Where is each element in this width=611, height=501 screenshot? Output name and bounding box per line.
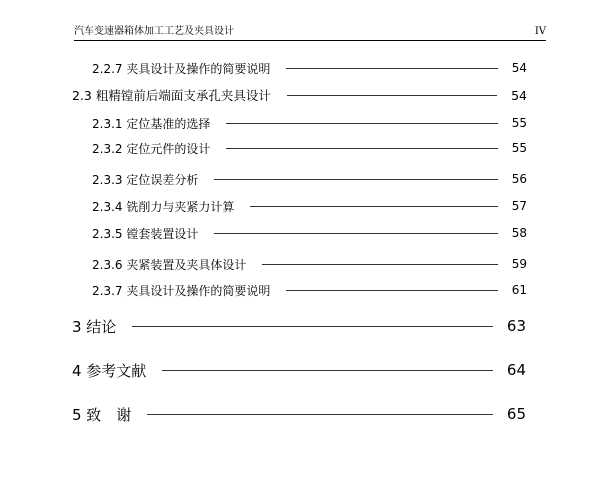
toc-leader xyxy=(147,414,493,415)
toc-entry-2-3-7[interactable] xyxy=(92,281,527,299)
toc-leader xyxy=(226,148,497,149)
toc-entry-2-3-2[interactable] xyxy=(92,139,527,157)
toc-entry-2-3-1[interactable] xyxy=(92,114,527,132)
toc-entry-label: 2.3.7 夹具设计及操作的简要说明 xyxy=(92,283,271,298)
page-header xyxy=(74,26,546,41)
toc-entry-label: 2.3.6 夹紧装置及夹具体设计 xyxy=(92,257,247,272)
toc-entry-2-3-3[interactable] xyxy=(92,170,527,188)
toc-entry-label: 5 致 谢 xyxy=(72,405,132,424)
toc-entry-label: 4 参考文献 xyxy=(72,361,147,380)
toc-entry-page: 65 xyxy=(506,405,526,423)
toc-entry-chapter-4[interactable] xyxy=(72,359,526,381)
toc-entry-chapter-5[interactable] xyxy=(72,403,526,425)
document-title: 汽车变速器箱体加工工艺及夹具设计 xyxy=(74,26,234,37)
toc-leader xyxy=(226,123,497,124)
toc-entry-2-3[interactable] xyxy=(72,86,527,104)
toc-entry-chapter-3[interactable] xyxy=(72,315,526,337)
toc-entry-2-2-7[interactable] xyxy=(92,59,527,77)
toc-entry-2-3-4[interactable] xyxy=(92,197,527,215)
toc-entry-page: 61 xyxy=(511,283,527,297)
toc-entry-page: 63 xyxy=(506,317,526,335)
toc-entry-label: 2.3.4 铣削力与夹紧力计算 xyxy=(92,199,235,214)
toc-leader xyxy=(262,264,497,265)
toc-entry-page: 54 xyxy=(511,61,527,75)
toc-entry-page: 55 xyxy=(511,141,527,155)
toc-leader xyxy=(250,206,497,207)
toc-leader xyxy=(132,326,493,327)
toc-leader xyxy=(162,370,493,371)
toc-entry-page: 57 xyxy=(511,199,527,213)
toc-entry-page: 54 xyxy=(511,87,527,103)
toc-entry-page: 58 xyxy=(511,226,527,240)
toc-entry-label: 2.3.5 镗套装置设计 xyxy=(92,226,199,241)
toc-entry-2-3-5[interactable] xyxy=(92,224,527,242)
toc-entry-label: 2.3.1 定位基准的选择 xyxy=(92,116,211,131)
toc-entry-page: 55 xyxy=(511,116,527,130)
toc-entry-page: 64 xyxy=(506,361,526,379)
toc-entry-label: 2.3 粗精镗前后端面支承孔夹具设计 xyxy=(72,88,271,103)
toc-entry-page: 59 xyxy=(511,257,527,271)
toc-leader xyxy=(286,68,497,69)
toc-entry-label: 2.3.3 定位误差分析 xyxy=(92,172,199,187)
toc-entry-label: 2.3.2 定位元件的设计 xyxy=(92,141,211,156)
toc-entry-label: 2.2.7 夹具设计及操作的简要说明 xyxy=(92,61,271,76)
toc-leader xyxy=(287,95,497,96)
toc-entry-label: 3 结论 xyxy=(72,317,117,336)
toc-leader xyxy=(214,233,497,234)
toc-leader xyxy=(214,179,497,180)
toc-leader xyxy=(286,290,497,291)
toc-entry-page: 56 xyxy=(511,172,527,186)
page-number: IV xyxy=(534,26,546,37)
toc-entry-2-3-6[interactable] xyxy=(92,255,527,273)
